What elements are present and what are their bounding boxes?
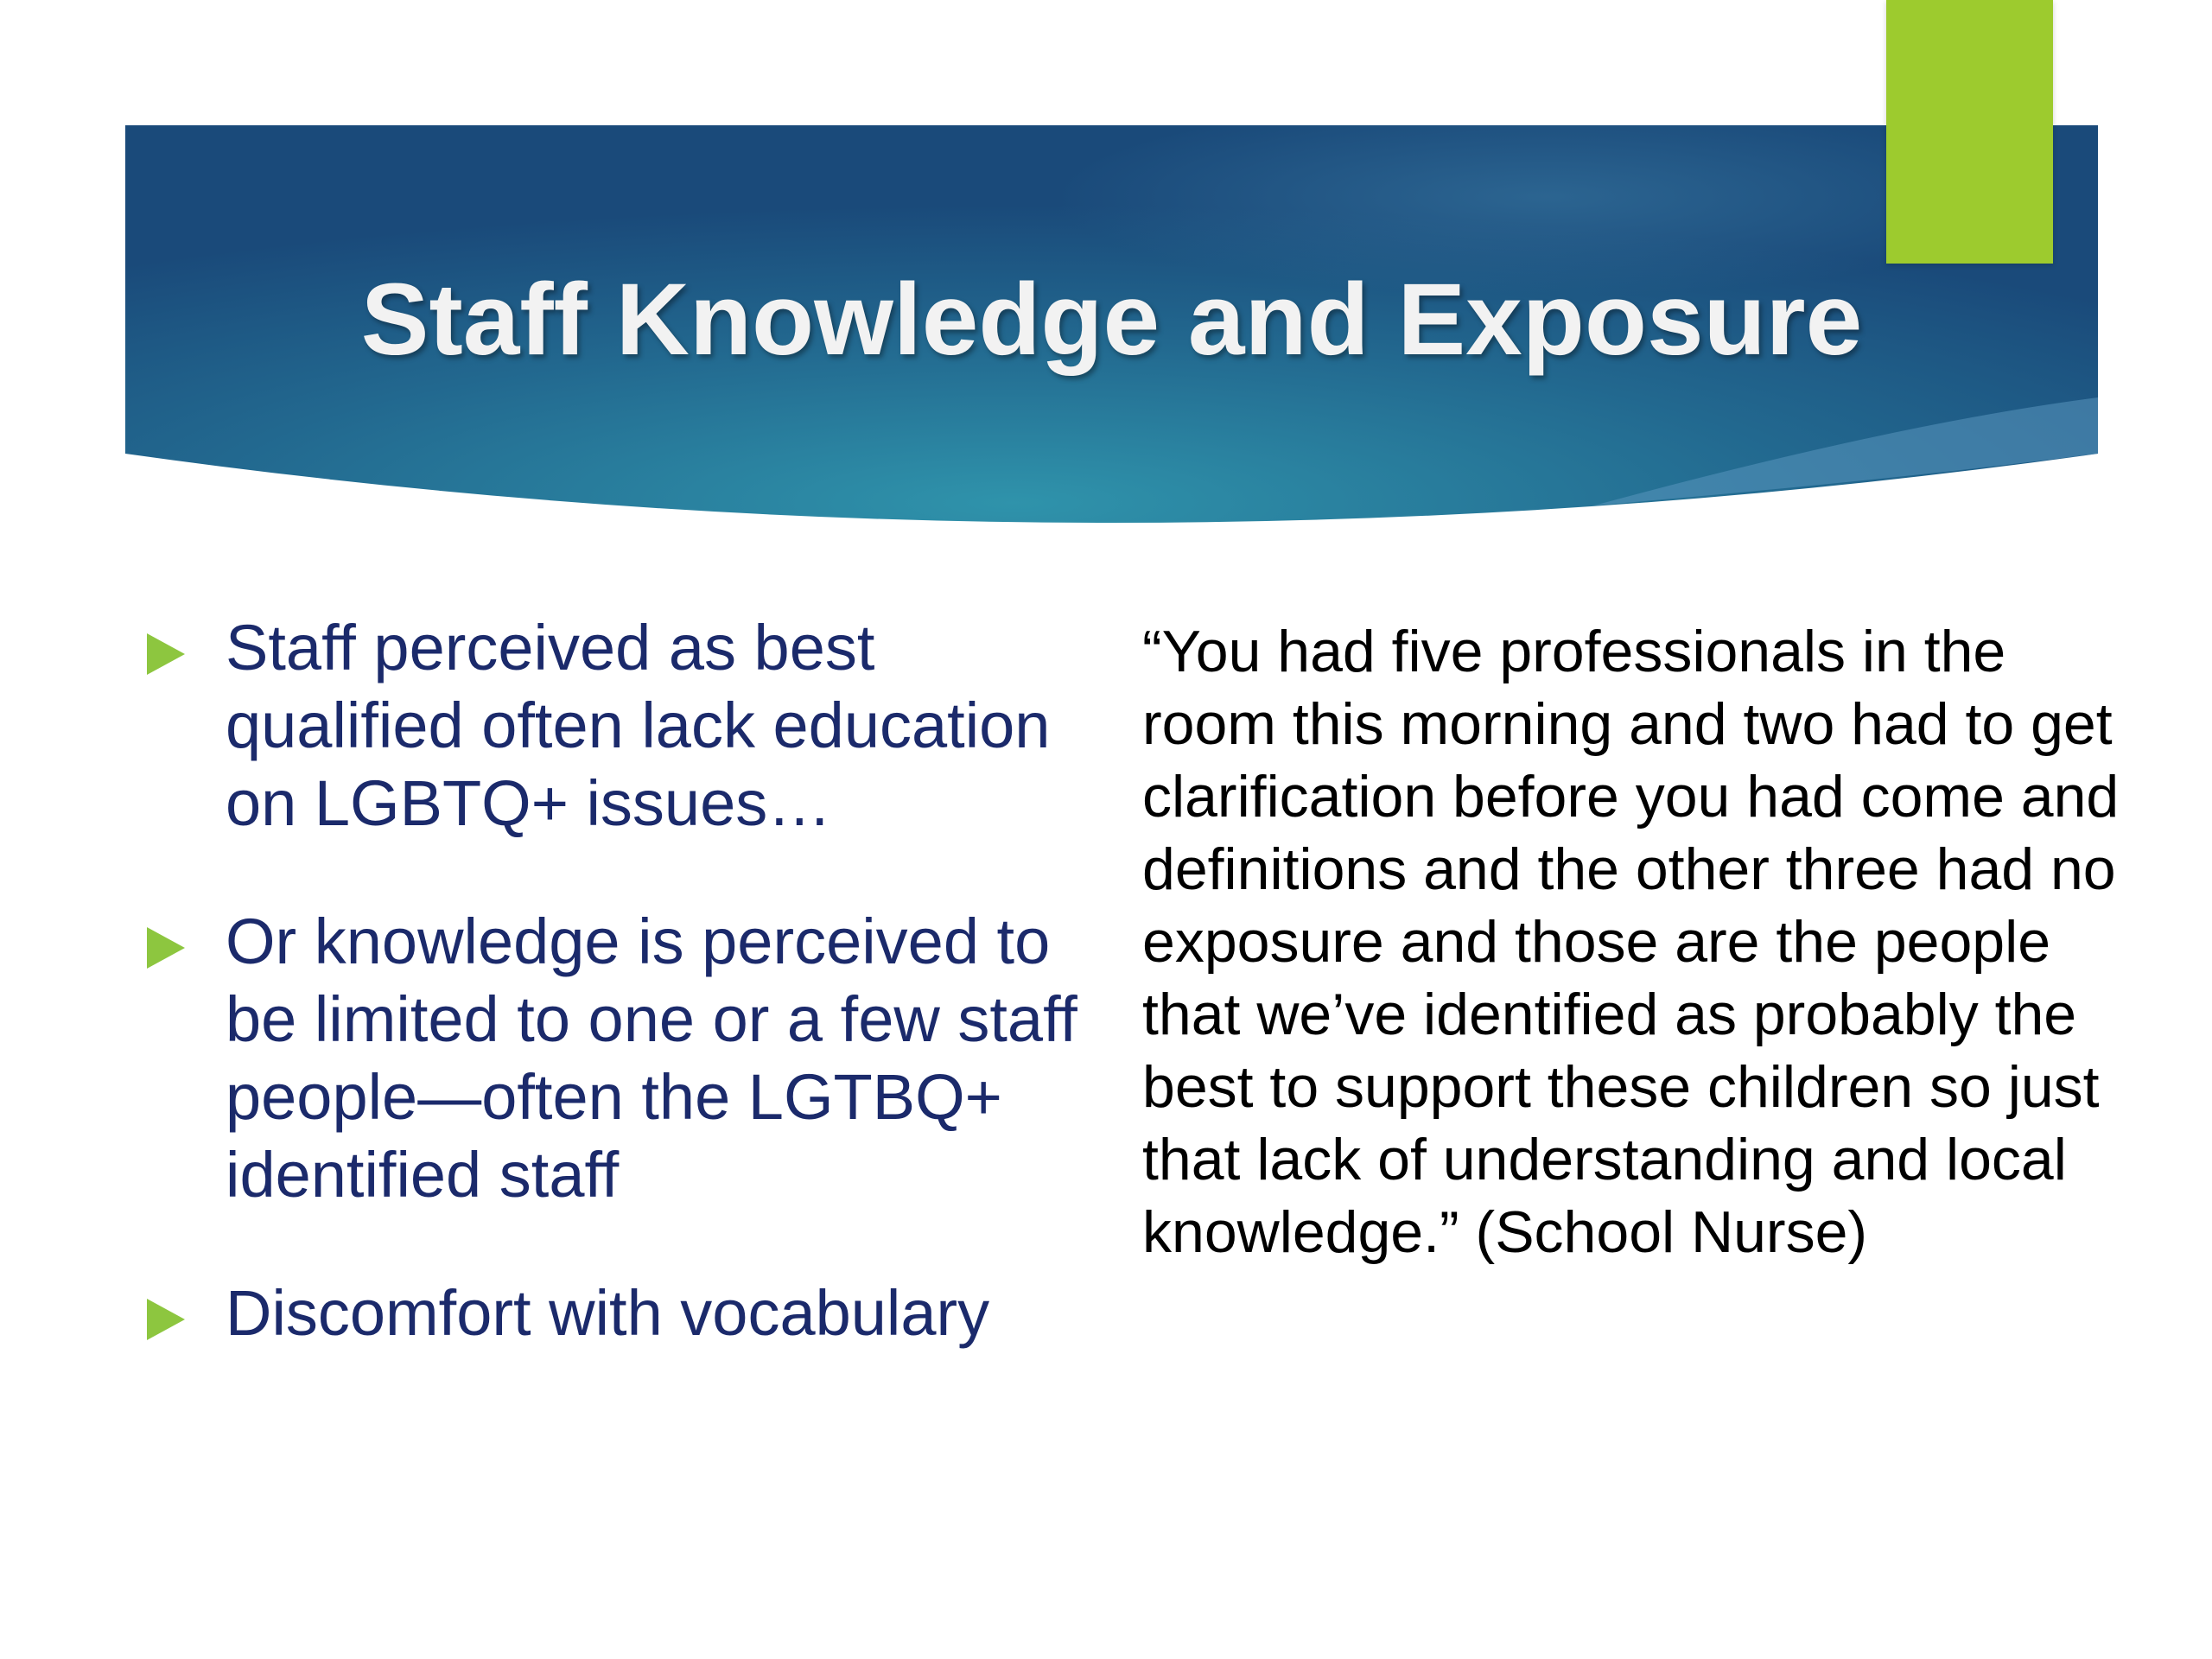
bullet-text: Staff perceived as best qualified often lack education on LGBTQ+ issues… xyxy=(226,612,1051,839)
quote-text: “You had five professionals in the room this morning and two had to get clarification before you had come and definitions and the other three had no exposure and those are the people that we’ve identified as probably the best to support these children so just that lack of understanding and local knowledge.” (School Nurse) xyxy=(1142,619,2120,1265)
triangle-right-icon xyxy=(147,633,185,675)
bullet-text: Or knowledge is perceived to be limited to one or a few staff people—often the LGTBQ+ identified staff xyxy=(226,906,1077,1211)
bullet-text: Discomfort with vocabulary xyxy=(226,1277,990,1349)
triangle-right-icon xyxy=(147,927,185,969)
bullet-list xyxy=(143,609,1110,1413)
slide-title: Staff Knowledge and Exposure xyxy=(360,263,1863,377)
bullet-item xyxy=(143,609,1110,842)
accent-tab xyxy=(1886,0,2053,264)
triangle-right-icon xyxy=(147,1299,185,1340)
bullet-item xyxy=(143,903,1110,1214)
bullet-item xyxy=(143,1274,1110,1352)
